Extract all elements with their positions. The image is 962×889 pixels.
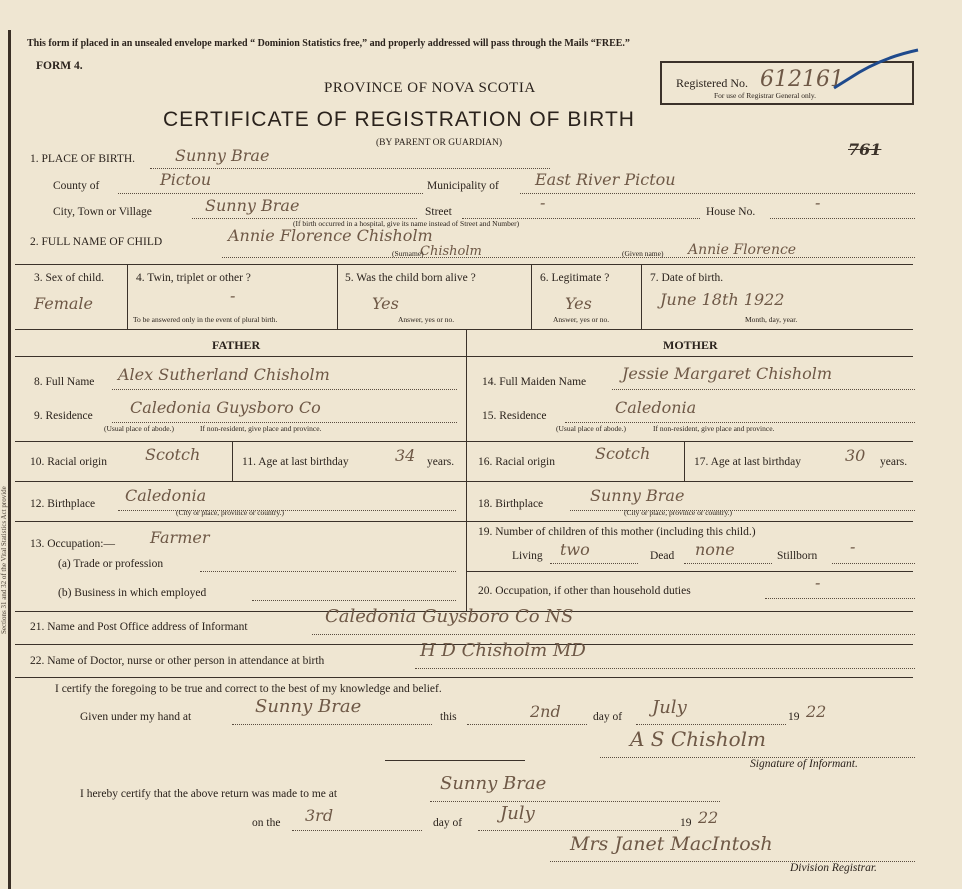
father-age-value: 34	[395, 446, 416, 465]
given-name-label: (Given name)	[622, 249, 664, 258]
mother-age-unit: years.	[880, 456, 908, 468]
twin-note: To be answered only in the event of plural birth.	[133, 315, 278, 324]
signature-of-informant-label: Signature of Informant.	[750, 758, 858, 770]
street-note: (If birth occurred in a hospital, give its name instead of Street and Number)	[293, 219, 520, 228]
house-label: House No.	[706, 206, 756, 218]
legitimate-label: 6. Legitimate ?	[540, 272, 610, 284]
alive-value: Yes	[372, 294, 399, 313]
mother-age-value: 30	[845, 446, 866, 465]
informant-label: 21. Name and Post Office address of Informant	[30, 621, 248, 633]
division-registrar-label: Division Registrar.	[790, 862, 877, 874]
twin-value: -	[230, 286, 236, 305]
alive-label: 5. Was the child born alive ?	[345, 272, 476, 284]
mother-age-label: 17. Age at last birthday	[694, 456, 801, 468]
twin-label: 4. Twin, triplet or other ?	[136, 272, 251, 284]
mother-racial-label: 16. Racial origin	[478, 456, 555, 468]
father-name-dots	[112, 389, 457, 390]
rule-father-birthplace	[15, 521, 466, 522]
father-birthplace-note: (City or place, province or country.)	[176, 508, 285, 517]
father-residence-note2: If non-resident, give place and province.	[200, 424, 322, 433]
rule-separator	[385, 760, 525, 761]
registrar-signature: Mrs Janet MacIntosh	[570, 833, 773, 855]
sex-value: Female	[34, 294, 93, 313]
mother-residence-label: 15. Residence	[482, 410, 547, 422]
mother-residence-note: (Usual place of abode.)	[556, 424, 626, 433]
street-value: -	[540, 193, 546, 212]
margin-vertical-text: Sections 31 and 32 of the Vital Statistics Act provide	[0, 486, 8, 634]
father-occupation-label: 13. Occupation:—	[30, 538, 115, 550]
living-dots	[550, 563, 638, 564]
date-of-birth-value: June 18th 1922	[660, 290, 785, 309]
given-month-dots	[636, 724, 786, 725]
rule-mother-res	[466, 441, 913, 442]
registrar-month-value: July	[500, 803, 535, 824]
given-name-value: Annie Florence	[688, 242, 797, 258]
father-birthplace-label: 12. Birthplace	[30, 498, 96, 510]
given-month-value: July	[652, 697, 687, 718]
rule-row3-v1	[127, 264, 128, 329]
given-year-prefix: 19	[788, 711, 800, 723]
given-under-label: Given under my hand at	[80, 711, 192, 723]
father-age-label: 11. Age at last birthday	[242, 456, 349, 468]
mother-residence-note2: If non-resident, give place and province.	[653, 424, 775, 433]
registered-number: 612161	[760, 67, 844, 92]
certify-statement: I certify the foregoing to be true and correct to the best of my knowledge and belief.	[55, 683, 442, 695]
father-name-label: 8. Full Name	[34, 376, 95, 388]
street-label: Street	[425, 206, 452, 218]
corner-number: 761	[848, 140, 882, 159]
mother-occupation-value: -	[815, 573, 821, 592]
registrar-year-value: 22	[698, 808, 719, 827]
place-of-birth-value: Sunny Brae	[175, 146, 270, 165]
stillborn-dots	[832, 563, 915, 564]
mother-name-dots	[612, 389, 915, 390]
given-day-value: 2nd	[530, 702, 561, 721]
registrar-month-dots	[478, 830, 678, 831]
registered-label: Registered No.	[676, 76, 748, 90]
father-residence-dots	[112, 422, 457, 423]
children-label: 19. Number of children of this mother (including this child.)	[478, 526, 756, 538]
dead-label: Dead	[650, 550, 675, 562]
living-label: Living	[512, 550, 543, 562]
registrar-place-value: Sunny Brae	[440, 773, 547, 794]
legitimate-value: Yes	[565, 294, 592, 313]
rule-doctor-bottom	[15, 677, 913, 678]
mother-occupation-dots	[765, 598, 915, 599]
child-name-label: 2. FULL NAME OF CHILD	[30, 236, 163, 248]
registrar-day-dots	[292, 830, 422, 831]
left-margin-border	[8, 30, 11, 889]
house-value: -	[815, 193, 821, 212]
stillborn-value: -	[850, 537, 856, 556]
business-dots	[252, 600, 456, 601]
rule-row3-top	[15, 264, 913, 265]
registrar-day-of-label: day of	[433, 817, 463, 829]
form-number: FORM 4.	[36, 60, 83, 72]
registrar-day-value: 3rd	[305, 806, 334, 825]
mail-notice: This form if placed in an unsealed envelope marked “ Dominion Statistics free,” and properly addressed will pass through the Mails “FREE.”	[27, 38, 630, 49]
father-residence-value: Caledonia Guysboro Co	[130, 398, 321, 417]
mother-birthplace-dots	[570, 510, 915, 511]
county-label: County of	[53, 180, 100, 192]
father-birthplace-dots	[118, 510, 456, 511]
county-value: Pictou	[160, 170, 212, 189]
mother-name-label: 14. Full Maiden Name	[482, 376, 587, 388]
given-place-value: Sunny Brae	[255, 696, 362, 717]
legitimate-note: Answer, yes or no.	[553, 315, 610, 324]
rule-father-age	[15, 481, 466, 482]
informant-value: Caledonia Guysboro Co NS	[325, 606, 574, 627]
father-age-unit: years.	[427, 456, 455, 468]
check-mark-icon	[830, 48, 920, 98]
rule-father-age-v	[232, 441, 233, 481]
registrar-statement: I hereby certify that the above return was made to me at	[80, 788, 338, 800]
informant-dots	[312, 634, 915, 635]
mother-heading: MOTHER	[663, 338, 718, 352]
father-racial-label: 10. Racial origin	[30, 456, 107, 468]
child-name-dots	[222, 257, 915, 258]
date-of-birth-label: 7. Date of birth.	[650, 272, 724, 284]
rule-mother-age-v	[684, 441, 685, 481]
father-heading: FATHER	[212, 338, 261, 352]
mother-name-value: Jessie Margaret Chisholm	[622, 364, 833, 383]
house-dots	[770, 218, 915, 219]
surname-label: (Surname)	[392, 249, 424, 258]
dead-value: none	[695, 540, 735, 559]
municipality-value: East River Pictou	[535, 170, 676, 189]
alive-note: Answer, yes or no.	[398, 315, 455, 324]
father-residence-note: (Usual place of abode.)	[104, 424, 174, 433]
province-heading: PROVINCE OF NOVA SCOTIA	[324, 80, 536, 96]
rule-parents-divider	[466, 329, 467, 611]
mother-birthplace-value: Sunny Brae	[590, 486, 685, 505]
mother-residence-value: Caledonia	[615, 398, 697, 417]
document-subtitle: (BY PARENT OR GUARDIAN)	[376, 138, 503, 148]
date-of-birth-note: Month, day, year.	[745, 315, 798, 324]
given-place-dots	[232, 724, 432, 725]
rule-row3-v3	[531, 264, 532, 329]
given-year-value: 22	[806, 702, 827, 721]
mother-residence-dots	[565, 422, 915, 423]
city-label: City, Town or Village	[53, 206, 152, 218]
registrar-note: For use of Registrar General only.	[714, 91, 816, 100]
mother-birthplace-note: (City or place, province or country.)	[624, 508, 733, 517]
registrar-place-dots	[430, 801, 720, 802]
municipality-label: Municipality of	[427, 180, 499, 192]
rule-mother-age	[466, 481, 913, 482]
trade-label: (a) Trade or profession	[58, 558, 164, 570]
doctor-dots	[415, 668, 915, 669]
child-name-value: Annie Florence Chisholm	[228, 226, 433, 245]
rule-parents-top	[15, 356, 913, 357]
father-name-value: Alex Sutherland Chisholm	[118, 365, 330, 384]
doctor-label: 22. Name of Doctor, nurse or other person in attendance at birth	[30, 655, 325, 667]
rule-row3-bottom	[15, 329, 913, 330]
doctor-value: H D Chisholm MD	[420, 640, 586, 661]
city-value: Sunny Brae	[205, 196, 300, 215]
father-occupation-value: Farmer	[150, 528, 210, 547]
mother-racial-value: Scotch	[595, 444, 651, 463]
rule-row3-v2	[337, 264, 338, 329]
rule-mother-birthplace	[466, 521, 913, 522]
given-day-dots	[467, 724, 587, 725]
living-value: two	[560, 540, 590, 559]
business-label: (b) Business in which employed	[58, 587, 207, 599]
child-surname-value: Chisholm	[420, 244, 482, 259]
sex-label: 3. Sex of child.	[34, 272, 104, 284]
place-dots	[150, 168, 550, 169]
municipality-dots	[520, 193, 915, 194]
informant-signature: A S Chisholm	[630, 727, 766, 751]
rule-father-res	[15, 441, 466, 442]
registrar-year-prefix: 19	[680, 817, 692, 829]
father-birthplace-value: Caledonia	[125, 486, 207, 505]
rule-row3-v4	[641, 264, 642, 329]
rule-mother-children	[466, 571, 913, 572]
place-of-birth-label: 1. PLACE OF BIRTH.	[30, 153, 136, 165]
given-day-of-label: day of	[593, 711, 623, 723]
this-label: this	[440, 711, 457, 723]
stillborn-label: Stillborn	[777, 550, 818, 562]
dead-dots	[684, 563, 772, 564]
document-title: CERTIFICATE OF REGISTRATION OF BIRTH	[163, 108, 635, 131]
mother-birthplace-label: 18. Birthplace	[478, 498, 544, 510]
father-racial-value: Scotch	[145, 445, 201, 464]
father-residence-label: 9. Residence	[34, 410, 93, 422]
on-the-label: on the	[252, 817, 281, 829]
trade-dots	[200, 571, 456, 572]
mother-occupation-label: 20. Occupation, if other than household duties	[478, 585, 691, 597]
county-dots	[118, 193, 423, 194]
